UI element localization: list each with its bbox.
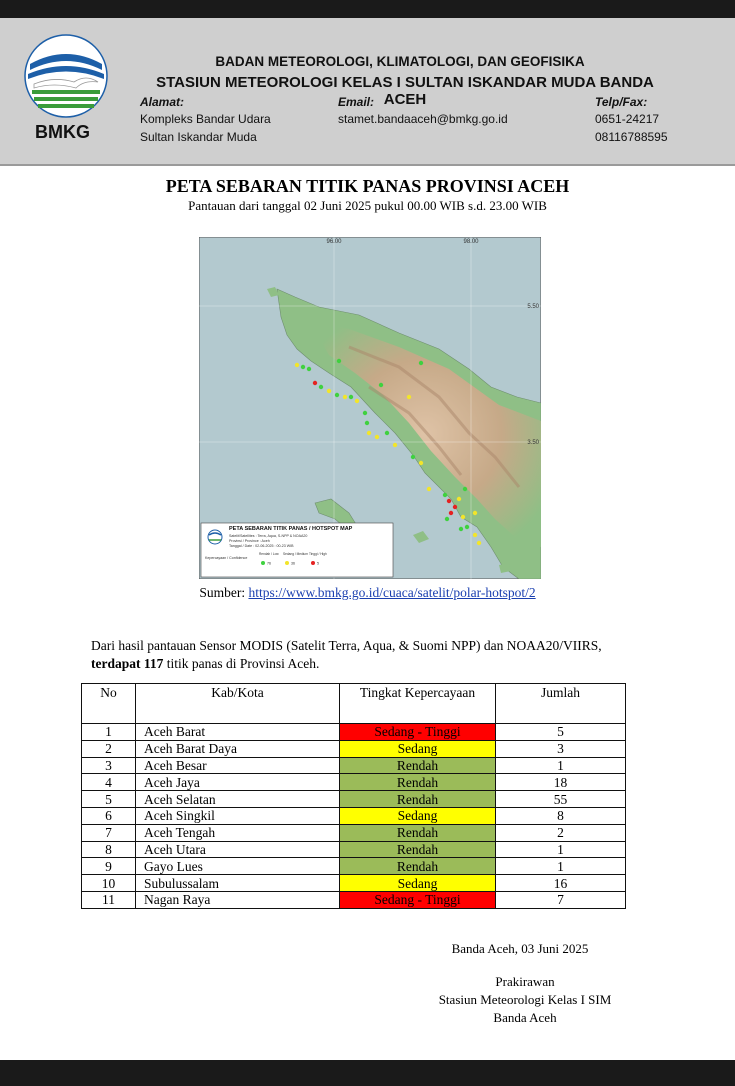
table-row [82,774,626,791]
address-label: Alamat: [140,95,185,109]
row-count: 1 [496,858,626,875]
header-level: Tingkat Kepercayaan [340,684,496,724]
row-level: Sedang - Tinggi [340,891,496,908]
phone-label: Telp/Fax: [595,95,648,109]
document-subtitle: Pantauan dari tanggal 02 Juni 2025 pukul 00.00 WIB s.d. 23.00 WIB [188,198,547,213]
row-no: 8 [82,841,136,858]
table-row [82,824,626,841]
document-title: PETA SEBARAN TITIK PANAS PROVINSI ACEH [165,176,570,196]
legend-title: PETA SEBARAN TITIK PANAS / HOTSPOT MAP [229,526,353,532]
row-name: Aceh Utara [136,841,340,858]
signature-place-date: Banda Aceh, 03 Juni 2025 [451,941,589,956]
row-level: Rendah [340,774,496,791]
row-level: Rendah [340,824,496,841]
table-row [82,841,626,858]
lon-label-1: 96.00 [326,239,342,245]
source-line [0,585,735,601]
row-name: Aceh Besar [136,757,340,774]
agency-name: BADAN METEOROLOGI, KLIMATOLOGI, DAN GEOFISIKA [215,54,585,69]
row-level: Sedang - Tinggi [340,724,496,741]
row-level: Sedang [340,875,496,892]
legend-count-medium: 36 [291,561,295,566]
row-level: Sedang [340,740,496,757]
row-count: 3 [496,740,626,757]
hotspot-table [81,683,626,909]
legend-level-low: Rendah / Low [259,552,279,556]
legend-count-high: 5 [317,561,319,566]
row-name: Aceh Barat [136,724,340,741]
row-name: Subulussalam [136,875,340,892]
header-name: Kab/Kota [136,684,340,724]
row-name: Aceh Barat Daya [136,740,340,757]
row-count: 1 [496,757,626,774]
source-label: Sumber: [199,585,246,600]
row-no: 2 [82,740,136,757]
legend-dot-high [311,561,315,565]
row-name: Aceh Jaya [136,774,340,791]
row-level: Rendah [340,841,496,858]
table-row [82,724,626,741]
table-row [82,757,626,774]
row-count: 8 [496,807,626,824]
signature-city: Banda Aceh [493,1010,557,1025]
row-level: Rendah [340,791,496,808]
legend-dot-low [261,561,265,565]
row-name: Gayo Lues [136,858,340,875]
row-count: 1 [496,841,626,858]
header-no: No [82,684,136,724]
logo-text: BMKG [35,122,90,142]
legend-level-high: Tinggi / High [309,552,327,556]
row-count: 2 [496,824,626,841]
email-value: stamet.bandaaceh@bmkg.go.id [338,112,508,126]
row-count: 16 [496,875,626,892]
row-count: 18 [496,774,626,791]
legend-logo-icon [208,530,222,544]
row-level: Rendah [340,757,496,774]
row-name: Aceh Tengah [136,824,340,841]
legend-line-1: Satelit/Satellites : Terra, Aqua, S-NPP & NOAA20 [229,534,308,538]
summary-paragraph [91,637,611,673]
row-name: Aceh Selatan [136,791,340,808]
document-page [0,18,735,1060]
station-name: STASIUN METEOROLOGI KELAS I SULTAN ISKANDAR MUDA BANDA ACEH [156,74,654,108]
email-label: Email: [338,95,375,109]
hotspot-map [199,237,541,579]
row-no: 5 [82,791,136,808]
bmkg-logo-icon [24,34,108,118]
table-header-row [82,684,626,724]
table-row [82,791,626,808]
lat-label-2: 3.50 [527,440,539,446]
row-count: 7 [496,891,626,908]
row-count: 55 [496,791,626,808]
legend-count-low: 76 [267,561,271,566]
row-no: 3 [82,757,136,774]
row-no: 4 [82,774,136,791]
table-row [82,875,626,892]
address-line-1: Kompleks Bandar Udara [140,112,271,126]
summary-text-1: Dari hasil pantauan Sensor MODIS (Satelit Terra, Aqua, & Suomi NPP) dan NOAA20/VIIRS, [91,638,602,653]
table-row [82,740,626,757]
summary-count: terdapat 117 [91,656,164,671]
phone-1: 0651-24217 [595,112,660,126]
row-name: Nagan Raya [136,891,340,908]
legend-dot-medium [285,561,289,565]
table-row [82,807,626,824]
summary-text-2: titik panas di Provinsi Aceh. [163,656,320,671]
row-no: 10 [82,875,136,892]
legend-level-medium: Sedang / Medium [283,552,308,556]
signature-station: Stasiun Meteorologi Kelas I SIM [438,992,612,1007]
row-no: 11 [82,891,136,908]
row-level: Sedang [340,807,496,824]
row-no: 9 [82,858,136,875]
row-count: 5 [496,724,626,741]
table-row [82,858,626,875]
row-no: 7 [82,824,136,841]
signature-role: Prakirawan [495,974,555,989]
letterhead [0,18,735,166]
lon-label-2: 98.00 [463,239,479,245]
row-no: 1 [82,724,136,741]
source-link[interactable]: https://www.bmkg.go.id/cuaca/satelit/polar-hotspot/2 [248,585,536,600]
map-legend [201,523,393,577]
row-no: 6 [82,807,136,824]
table-row [82,891,626,908]
phone-2: 08116788595 [595,130,668,144]
lat-label-1: 5.50 [527,304,539,310]
address-line-2: Sultan Iskandar Muda [140,130,257,144]
row-name: Aceh Singkil [136,807,340,824]
legend-confidence-label: Kepercayaan / Confidence [205,556,248,560]
legend-line-3: Tanggal / Date : 02-06-2025 : 00-23 WIB [229,544,294,548]
legend-line-2: Provinsi / Province : Aceh [229,539,270,543]
row-level: Rendah [340,858,496,875]
header-count: Jumlah [496,684,626,724]
